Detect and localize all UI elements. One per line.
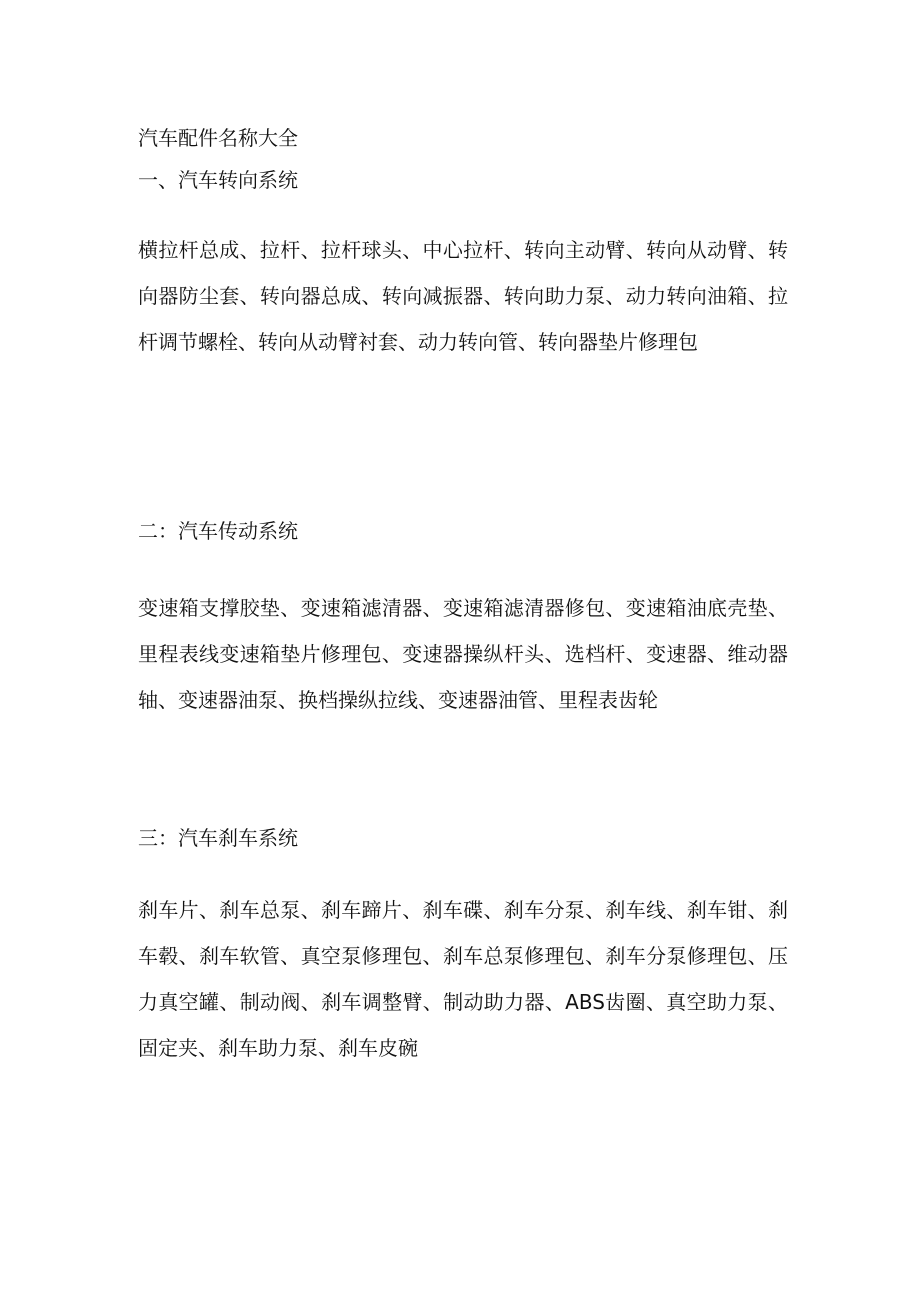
- section-heading-brake: 三：汽车刹车系统: [138, 826, 298, 850]
- section-heading-steering: 一、汽车转向系统: [138, 168, 298, 192]
- document-title: 汽车配件名称大全: [138, 126, 298, 150]
- section-body-transmission: 变速箱支撑胶垫、变速箱滤清器、变速箱滤清器修包、变速箱油底壳垫、里程表线变速箱垫片修理包、变速器操纵杆头、选档杆、变速器、维动器轴、变速器油泵、换档操纵拉线、变速器油管、里程表齿轮: [138, 596, 788, 712]
- section-heading-transmission: 二：汽车传动系统: [138, 519, 298, 543]
- section-body-steering: 横拉杆总成、拉杆、拉杆球头、中心拉杆、转向主动臂、转向从动臂、转向器防尘套、转向器总成、转向减振器、转向助力泵、动力转向油箱、拉杆调节螺栓、转向从动臂衬套、动力转向管、转向器垫片修理包: [138, 238, 788, 354]
- section-body-brake: 刹车片、刹车总泵、刹车蹄片、刹车碟、刹车分泵、刹车线、刹车钳、刹车毂、刹车软管、真空泵修理包、刹车总泵修理包、刹车分泵修理包、压力真空罐、制动阀、刹车调整臂、制动助力器、ABS齿圈、真空助力泵、固定夹、刹车助力泵、刹车皮碗: [138, 898, 788, 1060]
